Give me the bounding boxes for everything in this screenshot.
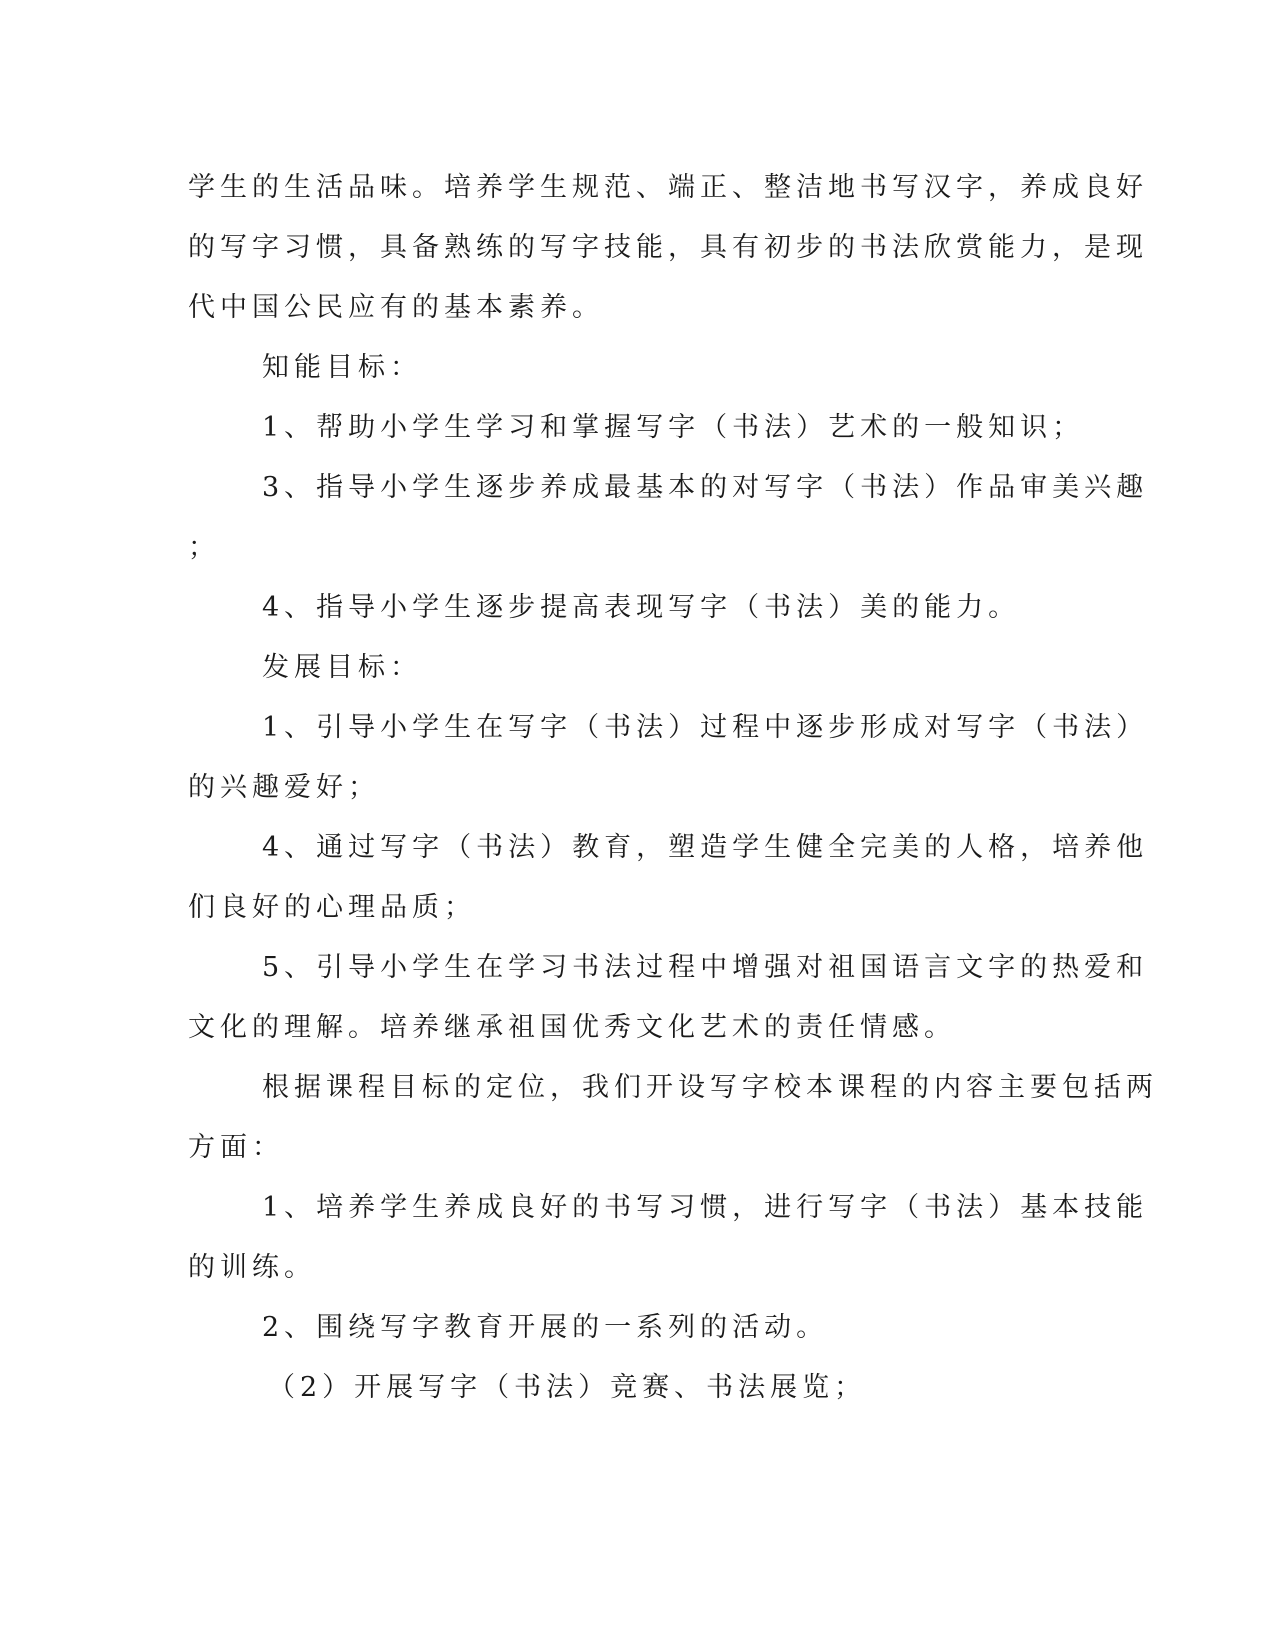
list-item: 1、帮助小学生学习和掌握写字（书法）艺术的一般知识； bbox=[262, 412, 1085, 443]
list-item: 1、引导小学生在写字（书法）过程中逐步形成对写字（书法） bbox=[262, 712, 1149, 743]
sub-list-item: （2）开展写字（书法）竞赛、书法展览； bbox=[268, 1372, 867, 1403]
text-line: 的写字习惯，具备熟练的写字技能，具有初步的书法欣赏能力，是现 bbox=[188, 232, 1148, 263]
text-line: 文化的理解。培养继承祖国优秀文化艺术的责任情感。 bbox=[188, 1012, 956, 1043]
section-heading: 发展目标： bbox=[262, 652, 422, 683]
text-line: 的兴趣爱好； bbox=[188, 772, 380, 803]
list-item: 4、指导小学生逐步提高表现写字（书法）美的能力。 bbox=[262, 592, 1021, 623]
list-item: 4、通过写字（书法）教育，塑造学生健全完美的人格，培养他 bbox=[262, 832, 1149, 863]
text-line: ； bbox=[188, 532, 220, 563]
text-line: 的训练。 bbox=[188, 1252, 316, 1283]
list-item: 3、指导小学生逐步养成最基本的对写字（书法）作品审美兴趣 bbox=[262, 472, 1149, 503]
text-line: 们良好的心理品质； bbox=[188, 892, 476, 923]
text-line: 方面： bbox=[188, 1132, 284, 1163]
text-line: 代中国公民应有的基本素养。 bbox=[188, 292, 604, 323]
list-item: 2、围绕写字教育开展的一系列的活动。 bbox=[262, 1312, 829, 1343]
text-line: 学生的生活品味。培养学生规范、端正、整洁地书写汉字，养成良好 bbox=[188, 172, 1148, 203]
paragraph-start: 根据课程目标的定位，我们开设写字校本课程的内容主要包括两 bbox=[262, 1072, 1158, 1103]
section-heading: 知能目标： bbox=[262, 352, 422, 383]
list-item: 5、引导小学生在学习书法过程中增强对祖国语言文字的热爱和 bbox=[262, 952, 1149, 983]
list-item: 1、培养学生养成良好的书写习惯，进行写字（书法）基本技能 bbox=[262, 1192, 1149, 1223]
